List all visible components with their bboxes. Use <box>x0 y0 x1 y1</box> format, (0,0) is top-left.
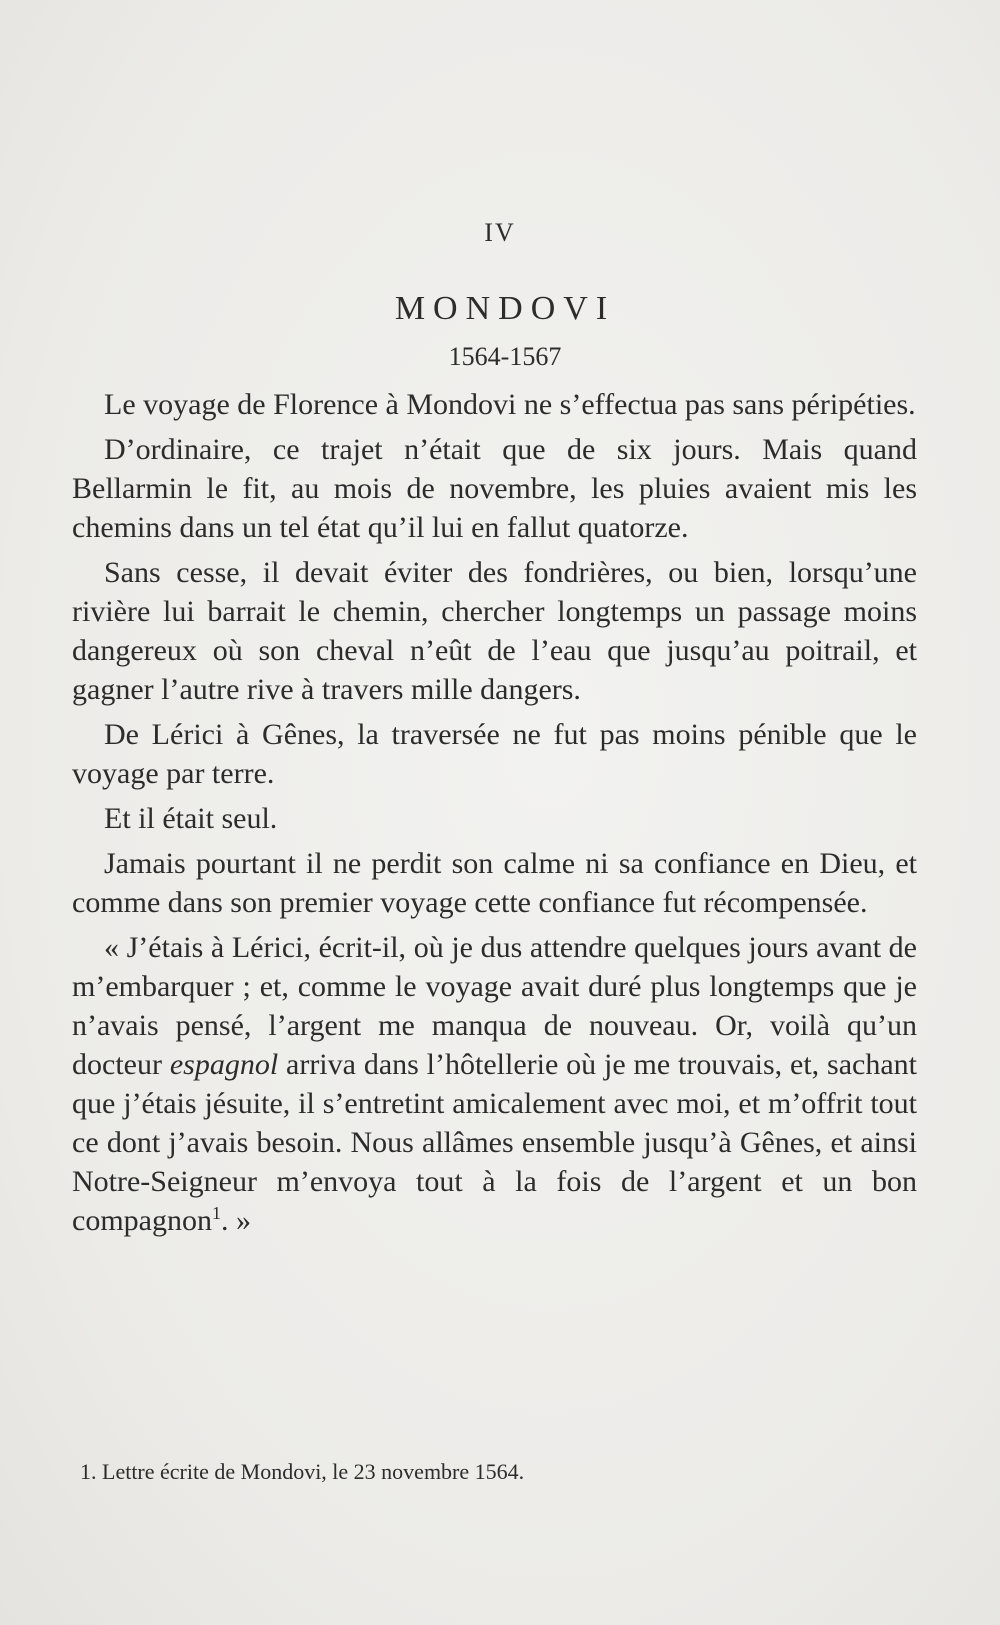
quote-text-end: arriva dans l’hôtellerie où je me trouvais, et, sachant que j’étais jésuite, il s’entretint amicalement avec moi, et m’offrit tout ce dont j’avais besoin. Nous allâmes ensemble jusqu’à Gênes, et ainsi Notre-Seigneur m’envoya tout à la fois de l’argent et un bon compagnon <box>72 1048 917 1237</box>
quoted-letter <box>72 928 917 1240</box>
footnote-reference: 1 <box>211 1203 221 1223</box>
quote-closing: . » <box>220 1204 251 1237</box>
paragraph: De Lérici à Gênes, la traversée ne fut pas moins pénible que le voyage par terre. <box>72 718 917 790</box>
footnote-text: Lettre écrite de Mondovi, le 23 novembre 1564. <box>102 1459 525 1484</box>
chapter-dates: 1564-1567 <box>448 342 562 371</box>
chapter-title: MONDOVI <box>394 290 616 327</box>
paragraph: Le voyage de Florence à Mondovi ne s’effectua pas sans péripéties. <box>104 388 916 421</box>
paragraph: Sans cesse, il devait éviter des fondrières, ou bien, lorsqu’une rivière lui barrait le chemin, chercher longtemps un passage moins dangereux où son cheval n’eût de l’eau que jusqu’au poitrail, et gagner l’autre rive à travers mille dangers. <box>72 556 917 706</box>
quote-italic-word: espagnol <box>169 1048 279 1081</box>
quote-text-start: « J’étais à Lérici, écrit-il, où je dus attendre quelques jours avant de m’embarquer ; et, comme le voyage avait duré plus longtemps que je n’avais pensé, l’argent me manqua de nouveau. Or, voilà qu’un docteur <box>72 931 917 1081</box>
footnote-number: 1. <box>80 1459 97 1484</box>
footnote <box>80 1458 900 1486</box>
body-text <box>72 385 917 1246</box>
paragraph: D’ordinaire, ce trajet n’était que de six jours. Mais quand Bellarmin le fit, au mois de novembre, les pluies avaient mis les chemins dans un tel état qu’il lui en fallut quatorze. <box>72 433 917 544</box>
chapter-number: IV <box>484 218 516 247</box>
paragraph: Et il était seul. <box>104 802 278 835</box>
paragraph: Jamais pourtant il ne perdit son calme ni sa confiance en Dieu, et comme dans son premier voyage cette confiance fut récompensée. <box>72 847 917 919</box>
